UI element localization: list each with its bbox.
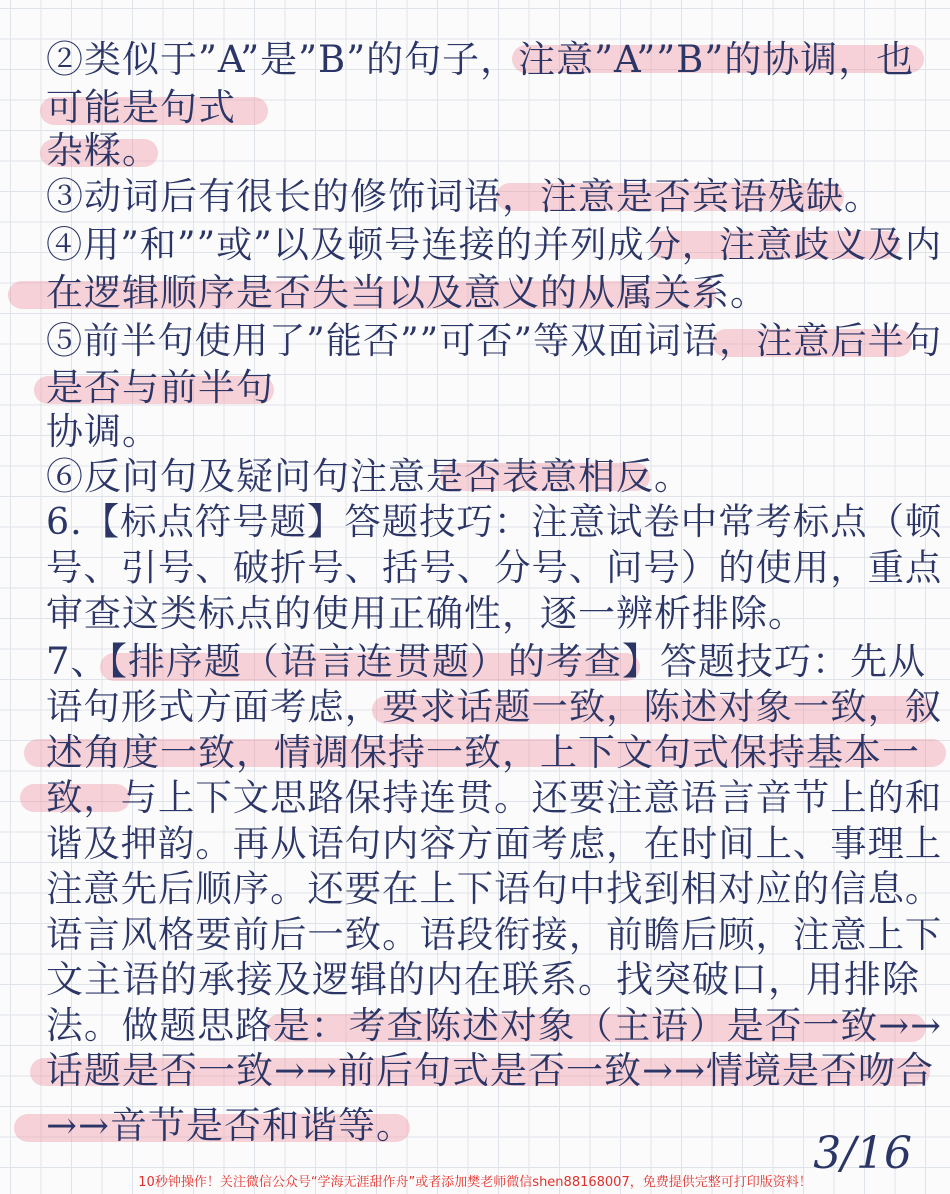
note-line: 在逻辑顺序是否失当以及意义的从属关系。 — [46, 271, 768, 314]
note-line: ⑥反问句及疑问句注意是否表意相反。 — [46, 455, 692, 498]
note-line: 文主语的承接及逻辑的内在联系。找突破口，用排除 — [46, 958, 920, 1001]
note-line: 6.【标点符号题】答题技巧：注意试卷中常考标点（顿 — [46, 500, 943, 543]
note-line: 审查这类标点的使用正确性，逐一辨析排除。 — [46, 592, 806, 635]
note-line: 致，与上下文思路保持连贯。还要注意语言音节上的和 — [46, 776, 943, 819]
note-line: 话题是否一致→→前后句式是否一致→→情境是否吻合 — [46, 1049, 935, 1092]
note-line: 7、【排序题（语言连贯题）的考查】答题技巧：先从 — [46, 640, 927, 683]
note-line: 注意先后顺序。还要在上下语句中找到相对应的信息。 — [46, 867, 943, 910]
footer-promo-text: 10秒钟操作！关注微信公众号“学海无涯甜作舟”或者添加樊老师微信shen88168007，免费提供完整可打印版资料！ — [138, 1175, 812, 1190]
note-line: 法。做题思路是：考查陈述对象（主语）是否一致→→ — [46, 1004, 942, 1047]
page-number: 3/16 — [813, 1128, 912, 1179]
note-line: 杂糅。 — [46, 129, 160, 172]
note-line: 语言风格要前后一致。语段衔接，前瞻后顾，注意上下 — [46, 913, 943, 956]
note-line: 协调。 — [46, 410, 160, 453]
note-line: ④用”和””或”以及顿号连接的并列成分，注意歧义及内 — [46, 223, 943, 266]
note-line: 述角度一致，情调保持一致，上下文句式保持基本一 — [46, 731, 920, 774]
note-line: →→音节是否和谐等。 — [46, 1104, 415, 1147]
note-line: 是否与前半句 — [46, 366, 274, 409]
note-line: 语句形式方面考虑，要求话题一致，陈述对象一致，叙 — [46, 685, 943, 728]
note-line: ③动词后有很长的修饰词语，注意是否宾语残缺。 — [46, 175, 882, 218]
note-line: 可能是句式 — [46, 86, 236, 129]
note-line: 号、引号、破折号、括号、分号、问号）的使用，重点 — [46, 546, 943, 589]
note-line: ②类似于”A”是”B”的句子，注意”A””B”的协调，也 — [46, 38, 915, 81]
note-line: ⑤前半句使用了”能否””可否”等双面词语，注意后半句 — [46, 319, 943, 362]
note-line: 谐及押韵。再从语句内容方面考虑，在时间上、事理上 — [46, 822, 943, 865]
